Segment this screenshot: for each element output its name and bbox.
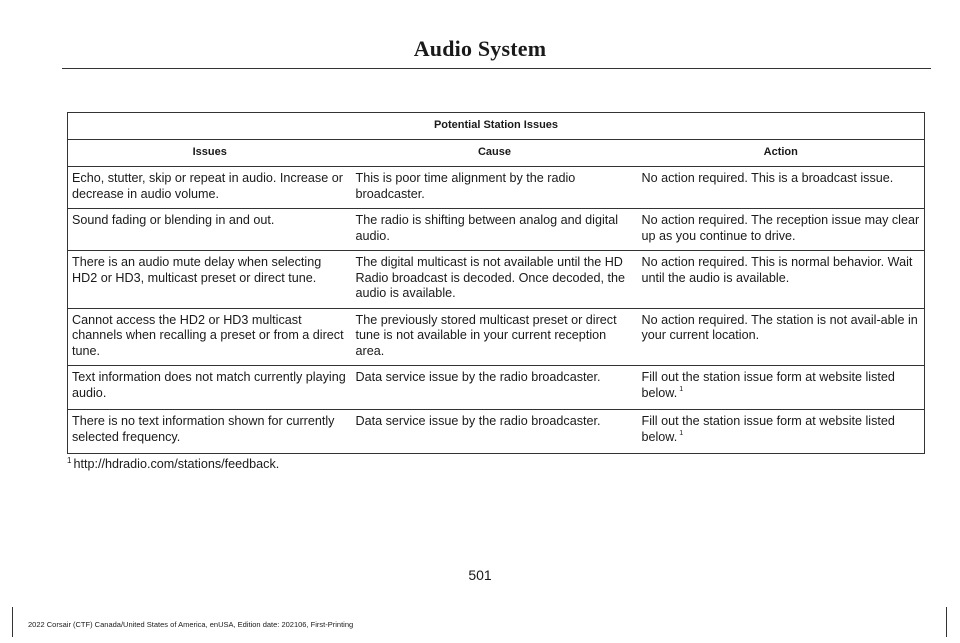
column-header-action: Action <box>638 140 925 167</box>
page-title: Audio System <box>413 36 547 61</box>
issue-cell: There is no text information shown for currently selected frequency. <box>68 410 352 454</box>
column-header-cause: Cause <box>352 140 638 167</box>
table-row <box>68 308 925 366</box>
cause-cell: The radio is shifting between analog and digital audio. <box>352 209 638 251</box>
crop-mark-right <box>946 607 947 637</box>
issue-cell: Echo, stutter, skip or repeat in audio. Increase or decrease in audio volume. <box>68 167 352 209</box>
action-text: Fill out the station issue form at website listed below. <box>641 414 895 444</box>
header-divider <box>62 68 931 69</box>
footnote-reference: 1 <box>679 430 684 438</box>
footnote-marker: 1 <box>67 455 72 465</box>
table-row <box>68 366 925 410</box>
footnote-text: http://hdradio.com/stations/feedback. <box>73 457 280 471</box>
issue-cell: There is an audio mute delay when selecting HD2 or HD3, multicast preset or direct tune. <box>68 251 352 309</box>
action-cell: No action required. This is normal behavior. Wait until the audio is available. <box>638 251 925 309</box>
table-caption: Potential Station Issues <box>68 113 925 140</box>
issue-cell: Text information does not match currently playing audio. <box>68 366 352 410</box>
cause-cell: Data service issue by the radio broadcaster. <box>352 410 638 454</box>
action-cell: No action required. This is a broadcast issue. <box>638 167 925 209</box>
footnote-reference: 1 <box>679 386 684 394</box>
table-row <box>68 167 925 209</box>
table-row <box>68 209 925 251</box>
action-cell: No action required. The reception issue may clear up as you continue to drive. <box>638 209 925 251</box>
action-cell <box>638 410 925 454</box>
page-number: 501 <box>468 567 492 583</box>
edition-line: 2022 Corsair (CTF) Canada/United States of America, enUSA, Edition date: 202106, First-Printing <box>28 620 354 629</box>
cause-cell: This is poor time alignment by the radio broadcaster. <box>352 167 638 209</box>
issue-cell: Sound fading or blending in and out. <box>68 209 352 251</box>
table-row <box>68 251 925 309</box>
column-header-issues: Issues <box>68 140 352 167</box>
cause-cell: The digital multicast is not available until the HD Radio broadcast is decoded. Once decoded, the audio is available. <box>352 251 638 309</box>
cause-cell: Data service issue by the radio broadcaster. <box>352 366 638 410</box>
potential-station-issues-table <box>67 112 925 454</box>
crop-mark-left <box>12 607 13 637</box>
issue-cell: Cannot access the HD2 or HD3 multicast channels when recalling a preset or from a direct tune. <box>68 308 352 366</box>
action-text: Fill out the station issue form at website listed below. <box>641 370 895 400</box>
action-cell: No action required. The station is not avail-able in your current location. <box>638 308 925 366</box>
table-row <box>68 410 925 454</box>
footnote <box>67 457 279 471</box>
action-cell <box>638 366 925 410</box>
cause-cell: The previously stored multicast preset or direct tune is not available in your current reception area. <box>352 308 638 366</box>
